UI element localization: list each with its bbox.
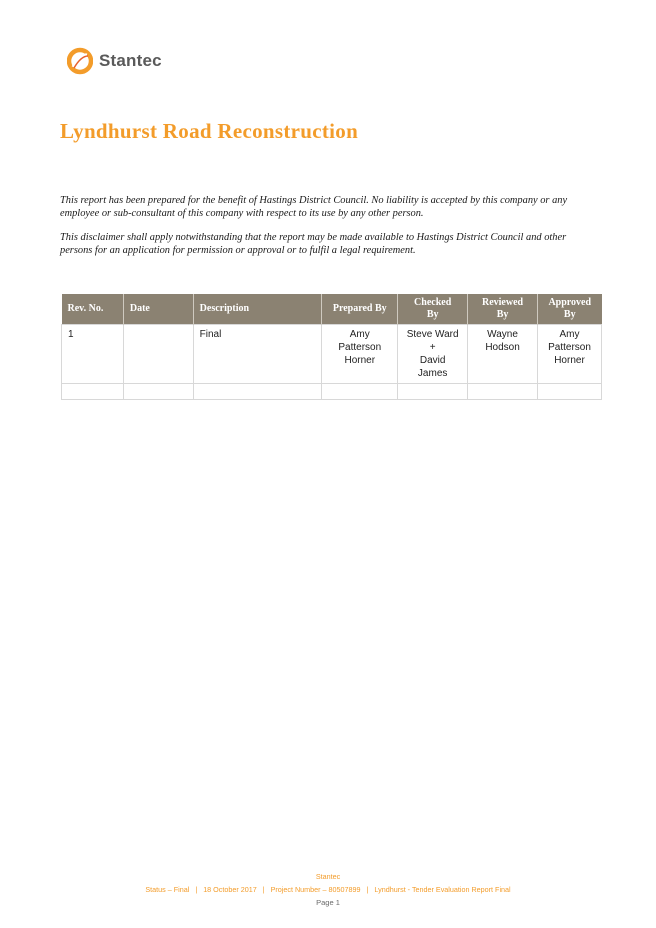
header-rev-no: Rev. No. — [62, 294, 124, 324]
disclaimer-applicability: This disclaimer shall apply notwithstanding that the report may be made available to Hastings District Council and other persons for an application for permission or approval or to fulfil a legal requirement. — [60, 232, 567, 256]
cell-rev-no: 1 — [62, 324, 124, 383]
cell-checked-by: Steve Ward + David James — [398, 324, 468, 383]
header-prepared-by: Prepared By — [322, 294, 398, 324]
header-checked-by: Checked By — [398, 294, 468, 324]
header-date: Date — [123, 294, 193, 324]
footer-page-number: Page 1 — [316, 898, 340, 907]
cell-date — [123, 324, 193, 383]
logo-wordmark: Stantec — [99, 51, 162, 70]
table-row — [62, 324, 602, 383]
footer-project-number: Project Number – 80507899 — [270, 885, 361, 894]
cell-reviewed-by: Wayne Hodson — [468, 324, 538, 383]
footer-status: Status – Final — [145, 885, 190, 894]
revision-table-header — [62, 294, 602, 324]
stantec-logo — [67, 47, 162, 75]
cell-approved-by: Amy Patterson Horner — [538, 324, 602, 383]
footer-date: 18 October 2017 — [203, 885, 257, 894]
footer-details: Status – Final | 18 October 2017 | Project Number – 80507899 | Lyndhurst - Tender Evaluation Report Final — [145, 885, 511, 894]
stantec-s-icon — [67, 47, 93, 75]
cell-prepared-by: Amy Patterson Horner — [322, 324, 398, 383]
footer-report-name: Lyndhurst - Tender Evaluation Report Final — [374, 885, 511, 894]
revision-table — [61, 294, 602, 400]
disclaimer-liability: This report has been prepared for the benefit of Hastings District Council. No liability is accepted by this company or any employee or sub-consultant of this company with respect to its use by any other person. — [60, 195, 568, 219]
document-title: Lyndhurst Road Reconstruction — [60, 119, 359, 143]
header-reviewed-by: Reviewed By — [468, 294, 538, 324]
cell-description: Final — [193, 324, 322, 383]
table-row-empty — [62, 383, 602, 399]
header-description: Description — [193, 294, 322, 324]
footer-company: Stantec — [315, 872, 341, 881]
header-approved-by: Approved By — [538, 294, 602, 324]
